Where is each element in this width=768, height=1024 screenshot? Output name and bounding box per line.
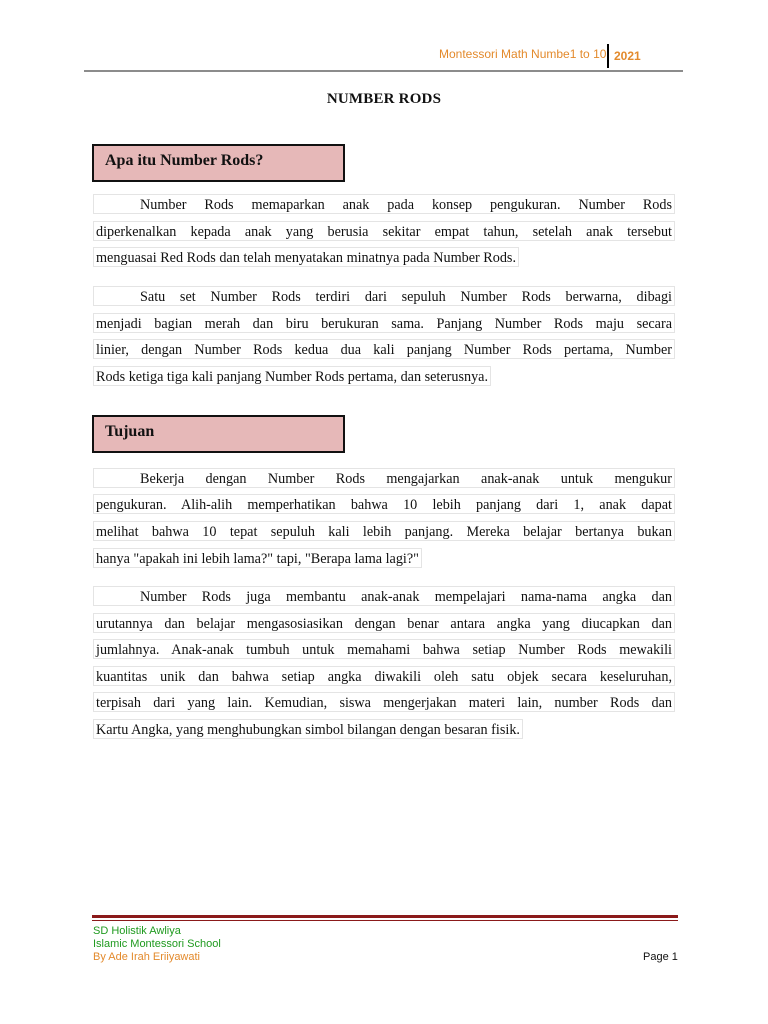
header-rule	[84, 70, 683, 72]
paragraph-line: kuantitas unik dan bahwa setiap angka diwakili oleh satu objek secara keseluruhan,	[93, 666, 675, 686]
paragraph-line: Bekerja dengan Number Rods mengajarkan anak-anak untuk mengukur	[93, 468, 675, 488]
footer-rule	[92, 915, 678, 918]
paragraph-line: Number Rods juga membantu anak-anak mempelajari nama-nama angka dan	[93, 586, 675, 606]
header-separator	[607, 44, 609, 68]
footer-school-type: Islamic Montessori School	[93, 938, 221, 950]
paragraph-line: diperkenalkan kepada anak yang berusia sekitar empat tahun, setelah anak tersebut	[93, 221, 675, 241]
section-heading-tujuan: Tujuan	[92, 415, 345, 453]
paragraph-line: pengukuran. Alih-alih memperhatikan bahwa 10 lebih panjang dari 1, anak dapat	[93, 494, 675, 514]
paragraph-line: linier, dengan Number Rods kedua dua kali panjang Number Rods pertama, Number	[93, 339, 675, 359]
paragraph-line: Number Rods memaparkan anak pada konsep pengukuran. Number Rods	[93, 194, 675, 214]
section-heading-apa-itu: Apa itu Number Rods?	[92, 144, 345, 182]
paragraph-line: menguasai Red Rods dan telah menyatakan minatnya pada Number Rods.	[93, 247, 519, 267]
paragraph-line: menjadi bagian merah dan biru berukuran sama. Panjang Number Rods maju secara	[93, 313, 675, 333]
footer-rule-thin	[92, 920, 678, 921]
footer-author: By Ade Irah Eriiyawati	[93, 951, 200, 963]
paragraph-line: urutannya dan belajar mengasosiasikan dengan benar antara angka yang diucapkan dan	[93, 613, 675, 633]
header-year: 2021	[614, 49, 641, 63]
paragraph-line: hanya "apakah ini lebih lama?" tapi, "Berapa lama lagi?"	[93, 548, 422, 568]
paragraph-line: Kartu Angka, yang menghubungkan simbol bilangan dengan besaran fisik.	[93, 719, 523, 739]
document-title: NUMBER RODS	[326, 91, 442, 107]
paragraph-line: Satu set Number Rods terdiri dari sepuluh Number Rods berwarna, dibagi	[93, 286, 675, 306]
paragraph-line: Rods ketiga tiga kali panjang Number Rods pertama, dan seterusnya.	[93, 366, 491, 386]
paragraph-line: jumlahnya. Anak-anak tumbuh untuk memahami bahwa setiap Number Rods mewakili	[93, 639, 675, 659]
footer-school-name: SD Holistik Awliya	[93, 925, 181, 937]
paragraph-line: melihat bahwa 10 tepat sepuluh kali lebih panjang. Mereka belajar bertanya bukan	[93, 521, 675, 541]
paragraph-line: terpisah dari yang lain. Kemudian, siswa mengerjakan materi lain, number Rods dan	[93, 692, 675, 712]
page-number: Page 1	[643, 951, 678, 963]
header-title: Montessori Math Numbe1 to 10	[439, 47, 607, 61]
